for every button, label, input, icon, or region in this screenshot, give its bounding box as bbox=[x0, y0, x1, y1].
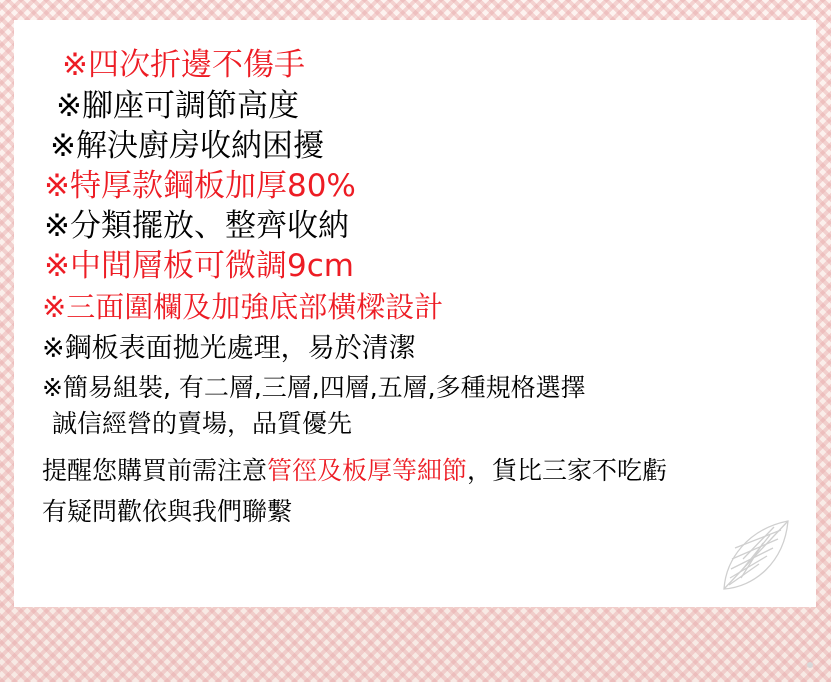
content-card bbox=[14, 20, 816, 607]
feature-list bbox=[40, 47, 790, 526]
feature-line-5: ※分類擺放、整齊收納 bbox=[44, 208, 349, 244]
notice-prefix: 提醒您購買前需注意 bbox=[42, 456, 268, 485]
feature-line-8: ※鋼板表面拋光處理，易於清潔 bbox=[42, 333, 416, 364]
feature-line-4: ※特厚款鋼板加厚80% bbox=[44, 168, 356, 204]
trust-statement: 誠信經營的賣場，品質優先 bbox=[52, 409, 353, 438]
corner-marker bbox=[807, 662, 813, 668]
feature-line-3: ※解決廚房收納困擾 bbox=[50, 128, 324, 164]
feature-line-7: ※三面圍欄及加強底部橫樑設計 bbox=[42, 290, 444, 324]
purchase-notice bbox=[40, 458, 790, 483]
leaf-icon bbox=[718, 515, 794, 595]
notice-suffix: ，貨比三家不吃虧 bbox=[467, 456, 668, 485]
notice-highlight: 管徑及板厚等細節 bbox=[267, 456, 468, 485]
contact-line: 有疑問歡依與我們聯繫 bbox=[42, 497, 293, 526]
feature-line-2: ※腳座可調節高度 bbox=[56, 88, 299, 124]
feature-line-6: ※中間層板可微調9cm bbox=[44, 248, 354, 284]
feature-line-1: ※四次折邊不傷手 bbox=[62, 47, 305, 83]
feature-line-9: ※簡易組裝, 有二層,三層,四層,五層,多種規格選擇 bbox=[42, 373, 586, 402]
